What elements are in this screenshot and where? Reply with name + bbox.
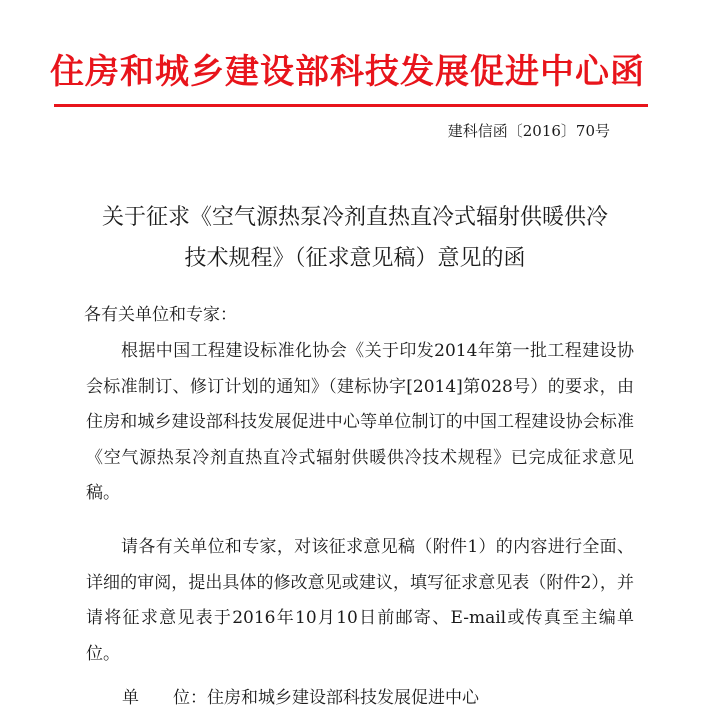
unit-label-char2: 位：	[173, 688, 207, 708]
document-title-line-1: 关于征求《空气源热泵冷剂直热直冷式辐射供暖供冷	[101, 205, 608, 230]
body-paragraph: 根据中国工程建设标准化协会《关于印发2014年第一批工程建设协会标准制订、修订计划的通知》（建标协字[2014]第028号）的要求，由住房和城乡建设部科技发展促进中心等单位制订的中国工程建设协会标准《空气源热泵冷剂直热直冷式辐射供暖供冷技术规程》已完成征求意见稿。	[86, 341, 634, 503]
document-number: 建科信函〔2016〕70号	[447, 122, 610, 140]
salutation: 各有关单位和专家：	[84, 305, 237, 325]
unit-value: 住房和城乡建设部科技发展促进中心	[207, 688, 479, 708]
document-title-line-2: 技术规程》（征求意见稿）意见的函	[184, 246, 526, 271]
letterhead-divider	[54, 104, 648, 107]
body-paragraph: 请各有关单位和专家，对该征求意见稿（附件1）的内容进行全面、详细的审阅，提出具体的修改意见或建议，填写征求意见表（附件2），并请将征求意见表于2016年10月10日前邮寄、E-mail或传真至主编单位。	[86, 537, 634, 664]
letterhead-title: 住房和城乡建设部科技发展促进中心函	[50, 52, 645, 92]
unit-label-char1: 单	[122, 688, 139, 708]
issuing-unit-line	[122, 683, 479, 708]
